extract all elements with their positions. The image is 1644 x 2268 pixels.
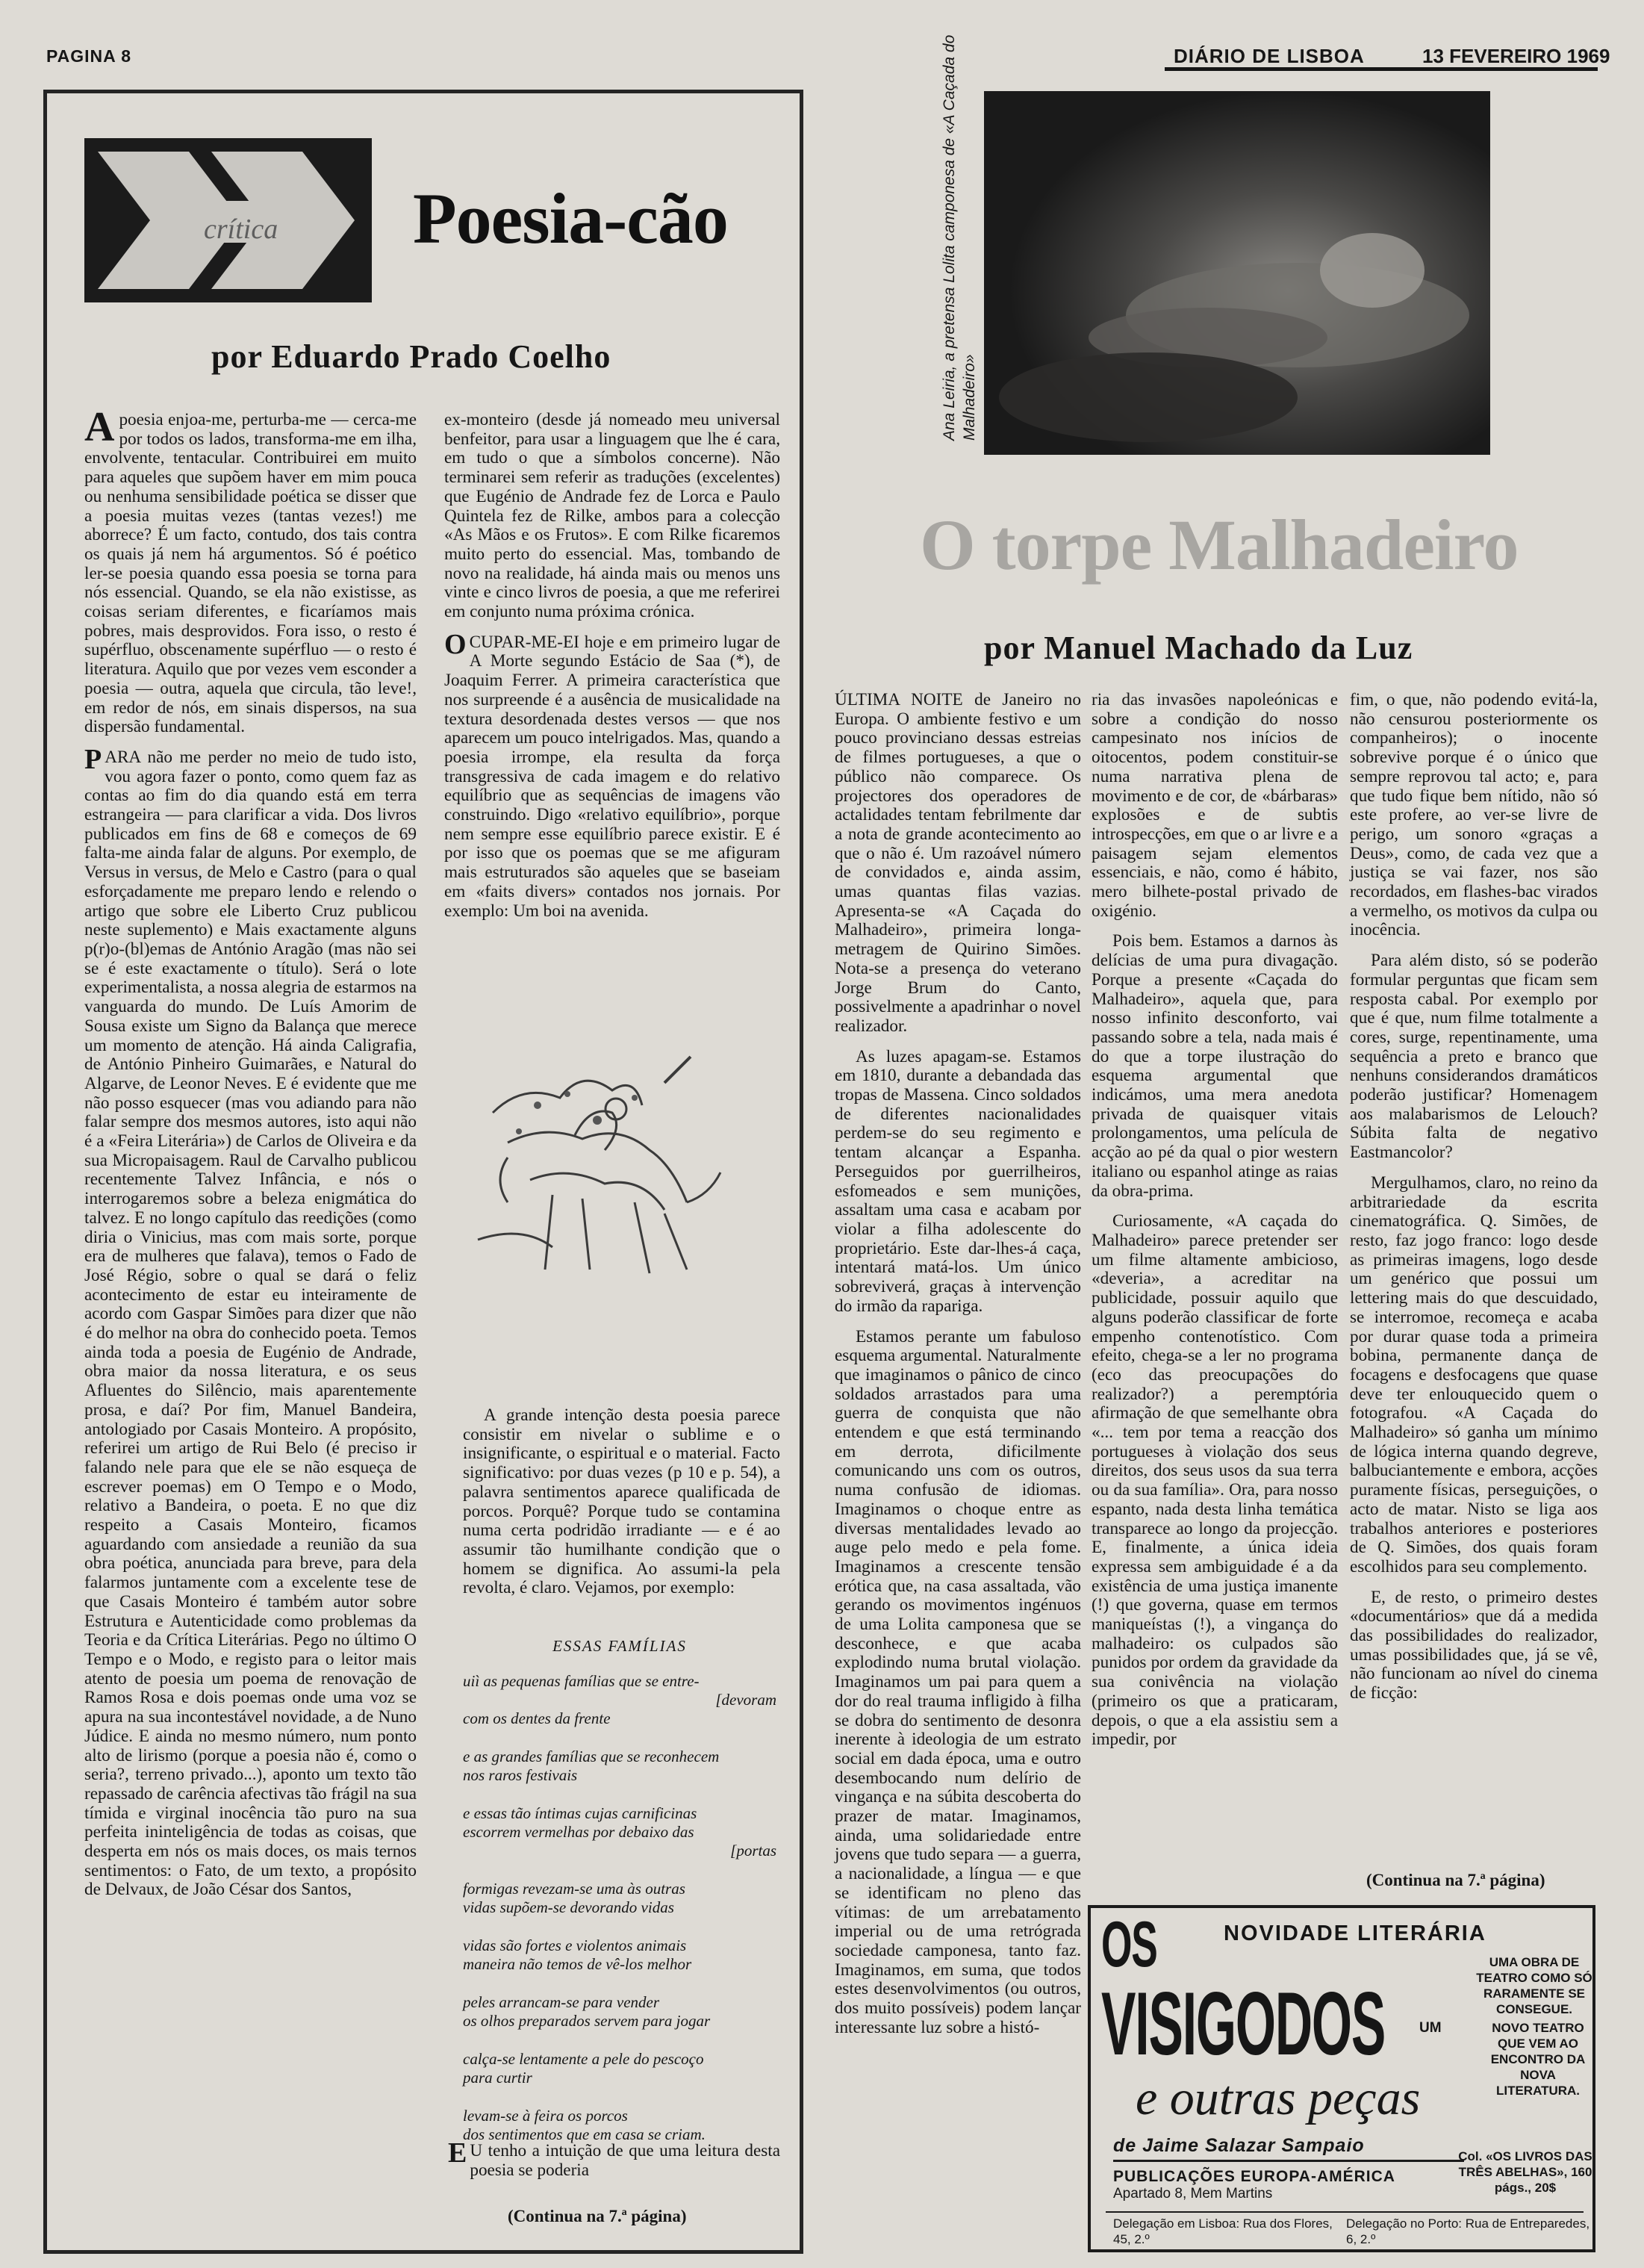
poem-line: para curtir xyxy=(463,2069,532,2087)
ad-delegacao-lisboa: Delegação em Lisboa: Rua dos Flores, 45, 2.º xyxy=(1113,2216,1333,2246)
paragraph: A grande intenção desta poesia parece consistir em nivelar o sublime e o insignificante, o espiritual e o material. Facto significativo: por duas vezes (p 10 e p. 54), a palavra sentimentos aparece qualificada de porcos. Porquê? Porque tudo se contamina numa certa podridão irradiante — e é ao assumir tão humilhante condição que o homem se dignifica. Ao assumi-la pela revolta, é claro. Vejamos, por exemplo: xyxy=(463,1405,780,1598)
poem-line: calça-se lentamente a pele do pescoço xyxy=(463,2050,704,2068)
paragraph: OCUPAR-ME-EI hoje e em primeiro lugar de A Morte segundo Estácio de Saa (*), de Joaquim Ferrer. A primeira característica que nos surpreende é a ausência de musicalidade na textura desordenada destes versos — que nos aparecem um pouco intelrigados. Mas, quando a poesia irrompe, ela resulta da força transgressiva de cada imagem e do relativo equilíbrio que as sequências de imagens vão construindo. Digo «relativo equilíbrio», porque nem sempre esse equilíbrio parece existir. E é por isso que os poemas que se me afiguram mais estruturados são aqueles que se baseiam em «faits divers» contados nos jornais. Por exemplo: Um boi na avenida. xyxy=(444,628,780,921)
film-still-photo xyxy=(984,91,1490,455)
poem-line: [portas xyxy=(730,1842,776,1860)
ad-os: OS xyxy=(1101,1909,1157,1980)
poem-line: maneira não temos de vê-los melhor xyxy=(463,1955,692,1973)
paragraph: Pois bem. Estamos a darnos às delícias de uma pura divagação. Porque a presente «Caçada do Malhadeiro», aquela que, para nosso infinito desconforto, vai passando sobre a tela, nada mais é do que a torpe ilustração do esquema argumental que indicámos, uma mera anedota privada de quaisquer vitais prolongamentos, uma película de acção ao pé da qual o pior western italiano ou espanhol atinge as raias da obra-prima. xyxy=(1092,931,1338,1201)
poem-stanza xyxy=(463,1672,776,1728)
ad-address: Apartado 8, Mem Martins xyxy=(1113,2186,1273,2202)
page-number: PAGINA 8 xyxy=(46,46,132,66)
poem-line: nos raros festivais xyxy=(463,1766,578,1784)
left-article-column-2 xyxy=(444,411,780,932)
poem-line: vidas são fortes e violentos animais xyxy=(463,1936,687,1954)
poem-line: peles arrancam-se para vender xyxy=(463,1993,660,2011)
issue-date: 13 FEVEREIRO 1969 xyxy=(1422,45,1610,67)
poem-stanza xyxy=(463,2107,776,2144)
paragraph: ex-monteiro (desde já nomeado meu universal benfeitor, para usar a linguagem que lhe é cara, em tudo o que a símbolos concerne). Não terminarei sem referir as traduções (excelentes) que Eugénio de Andrade fez de Lorca e Paulo Quintela fez de Rilke, ambos para a colecção «As Mãos e os Frutos». E com Rilke ficaremos muito perto do essencial. Mas, tombando de novo na realidade, há ainda mais ou menos uns vinte e cinco livros de poesia, a que me referirei em conjunto numa próxima crónica. xyxy=(444,410,780,622)
ad-novidade-literaria: NOVIDADE LITERÁRIA xyxy=(1224,1921,1486,1945)
paragraph: EU tenho a intuição de que uma leitura desta poesia se poderia xyxy=(448,2137,780,2180)
poem-line: com os dentes da frente xyxy=(463,1709,611,1727)
continuation-note: (Continua na 7.ª página) xyxy=(508,2207,687,2225)
paragraph: Mergulhamos, claro, no reino da arbitrariedade da escrita cinematográfica. Q. Simões, de resto, faz jogo franco: logo desde as primeiras imagens, logo desde um genérico que possui um lettering mais do que descuidado, se interromoe, recomeça e acaba por durar quase toda a primeira bobina, permanente dança de focagens e desfocagens que quase deve ter enlouquecido quem o fotografou. «A Caçada do Malhadeiro» só ganha um mínimo de lógica interna quando degreve, balbuciantemente e embora, acções puramente físicas, perseguições, o acto de matar. Nisto se liga aos trabalhos anteriores e posteriores de Q. Simões, dos quais foram escolhidos para seu complemento. xyxy=(1350,1172,1598,1576)
header-rule xyxy=(1165,67,1598,71)
ad-um: UM xyxy=(1419,2020,1442,2036)
left-article-column-2b xyxy=(463,1406,780,1609)
paragraph: Curiosamente, «A caçada do Malhadeiro» parece pretender ser um filme altamente ambicioso, «deveria», a acreditar na publicidade, possuir aquilo que alguns poderão classificar de forte empenho contenotístico. Com efeito, chega-se a ler no programa (eco das preocupações do realizador?) a peremptória afirmação de que semelhante obra «... tem por tema a reacção dos portugueses à violação dos seus direitos, dos seus usos da sua terra ou da sua família». Ora, para nosso espanto, nada desta linha temática transparece ao longo da projecção. E, finalmente, a única ideia expressa sem ambiguidade é a da existência de uma justiça imanente (!) que governa, quase em termos maniqueístas (!), a vingança do malhadeiro: os culpados são punidos por ordem da gravidade da sua conivência na violação (primeiro os que a praticaram, depois, o que a ela assistiu sem a impedir, por xyxy=(1092,1211,1338,1750)
poem-title: ESSAS FAMÍLIAS xyxy=(552,1637,687,1655)
paragraph: ÚLTIMA NOITE de Janeiro no Europa. O ambiente festivo e um pouco provinciano dessas estreias de filmes portugueses, a que o público não comparece. Os projectores dos operadores de actalidades tentam febrilmente dar a nota de grande acontecimento ao que o não é. Um razoável número de convidados e, ainda assim, umas quantas filas vazias. Apresenta-se «A Caçada do Malhadeiro», primeira longa-metragem de Quirino Simões. Nota-se a presença do veterano Jorge Brum do Canto, possivelmente a apadrinhar o novel realizador. xyxy=(835,690,1081,1036)
poem-line: dos sentimentos que em casa se criam. xyxy=(463,2125,706,2143)
continuation-note: (Continua na 7.ª página) xyxy=(1366,1871,1545,1889)
poem-line: os olhos preparados servem para jogar xyxy=(463,2012,711,2030)
ad-book-subtitle: e outras peças xyxy=(1136,2071,1421,2125)
paragraph: Apoesia enjoa-me, perturba-me — cerca-me por todos os lados, transforma-me em ilha, envolvente, tentacular. Contribuirei em muito para aqueles que supõem haver em mim pouca ou nenhuma sensibilidade poética se disser que a poesia muitas vezes (tantas vezes!) me aborrece? É um facto, contudo, dos tais contra os quais já nem há argumentos. Só é poético ler-se poesia quando essa poesia se torna para nós essencial. Quando, se ela não existisse, as coisas seriam diferentes, e ficaríamos mais pobres, mais desprovidos. Fora isso, o resto é supérfluo, obscenamente supérfluo — o resto é literatura. Aquilo que por vezes vem esconder a poesia — outra, aquela que circula, tão leve!, em redor de nós, em sinais dispersos, na sua dispersão fundamental. xyxy=(84,404,417,737)
ad-delegacao-porto: Delegação no Porto: Rua de Entreparedes, 6, 2.º xyxy=(1346,2216,1590,2246)
left-article-column-2c xyxy=(448,2137,780,2191)
poem-stanza xyxy=(463,1747,776,1785)
poem-line: [devoram xyxy=(715,1691,776,1709)
article-byline: por Eduardo Prado Coelho xyxy=(211,338,611,375)
paragraph: Para além disto, só se poderão formular perguntas que ficam sem resposta cabal. Por exemplo por que é que, num filme totalmente a cores, surge, repentinamente, uma sequência a preto e branco que nenhuns considerandos dramáticos poderão justificar? Homenagem aos malabarismos de Lelouch? Súbita falta de negativo Eastmancolor? xyxy=(1350,951,1598,1163)
photo-image xyxy=(984,91,1490,455)
ad-divider xyxy=(1106,2211,1584,2213)
photo-caption: Ana Leiria, a pretensa Lolita camponesa de «A Caçada do Malhadeiro» xyxy=(941,34,978,441)
poem-line: escorrem vermelhas por debaixo das xyxy=(463,1823,694,1841)
right-article-column-2 xyxy=(1092,691,1338,1761)
poem-line: levam-se à feira os porcos xyxy=(463,2107,628,2125)
poem-stanza xyxy=(463,1880,776,1917)
rider-sketch-illustration xyxy=(463,1053,728,1292)
critica-logo xyxy=(84,138,372,302)
poem-stanza xyxy=(463,1993,776,2031)
poem-stanza xyxy=(463,2050,776,2087)
ad-publisher: PUBLICAÇÕES EUROPA-AMÉRICA xyxy=(1113,2168,1395,2185)
right-article-column-1 xyxy=(835,691,1081,2049)
ad-blurb-2: NOVO TEATRO QUE VEM AO ENCONTRO DA NOVA LITERATURA. xyxy=(1490,2021,1586,2098)
paragraph: Estamos perante um fabuloso esquema argumental. Naturalmente que imaginamos o pânico de cinco soldados arrastados para uma guerra de conquista que não entendem e que está terminando em derrota, dificilmente comunicando uns com os outros, numa confusão de idiomas. Imaginamos o choque entre as diversas mentalidades levado ao auge pelo medo e pela fome. Imaginamos a crescente tensão erótica que, na casa assaltada, vão gerando os movimentos ingénuos de uma Lolita camponesa que se desconhece, e que acaba explodindo numa brutal violação. Imaginamos um pai para quem a dor do real trauma infligido à filha se dobra do sentimento de desonra inerente à ideologia de um estrato social em dada época, uma e outro desembocando num delírio de vingança e na súbita descoberta do prazer de matar. Imaginamos, ainda, uma solidariedade entre jovens que tudo separa — a guerra, a nacionalidade, a língua — e que se identificam no pleno das vítimas: de um arrebatamento imperial ou de uma retrógrada sociedade camponesa, tanto faz. Imaginamos, em suma, que todos estes desenvolvimentos (ou outros, dos muito possíveis) podem lançar interessante luz sobre a histó- xyxy=(835,1326,1081,2037)
paragraph: ria das invasões napoleónicas e sobre a condição do nosso campesinato nos inícios de oitocentos, podem constituir-se numa narrativa plena de movimento e de cor, de «bárbaras» explosões e de subtis introspecções, em que o ar livre e a paisagem sejam elementos essenciais, e não, como é hábito, mero bilhete-postal privado de oxigénio. xyxy=(1092,690,1338,921)
poem-stanza xyxy=(463,1804,776,1860)
poem-line: uiì as pequenas famílias que se entre- xyxy=(463,1672,700,1690)
poem-stanza xyxy=(463,1936,776,1974)
paragraph: E, de resto, o primeiro destes «documentários» que dá a medida das possibilidades do realizador, umas possibilidades que, já se vê, não funcionam ao nível do cinema de ficção: xyxy=(1350,1587,1598,1703)
section-label: crítica xyxy=(204,214,278,245)
paragraph: fim, o que, não podendo evitá-la, não censurou posteriormente os companheiros); o inocente sobrevive porque é o único que sempre reprovou tal acto; e, para que tudo fique bem nítido, não só este profere, ao ver-se livre de perigo, um sonoro «graças a Deus», como, de cada vez que a justiça se vai fazer, nos são recordados, em flashes-bac virados a vermelho, os motivos da culpa ou inocência. xyxy=(1350,690,1598,940)
paragraph: PARA não me perder no meio de tudo isto, vou agora fazer o ponto, como quem faz as contas ao fim do dia quando está em terra estrangeira — para clarificar a vida. Dos livros publicados em fins de 68 e começos de 69 falta-me ainda falar de alguns. Por exemplo, de Versus in versus, de Melo e Castro (para o qual esforçadamente me preparo lendo e relendo o artigo que sobre ele Liberto Cruz publicou neste suplemento) e Mais exactamente alguns p(r)o-(bl)emas de António Aragão (mas não sei se é este exactamente o título). Será o lote experimentalista, a nossa alegria de estarmos na vanguarda do mundo. De Luís Amorim de Sousa existe um Signo da Balança que merece um momento de atenção. Há ainda Caligrafia, de António Pinheiro Guimarães, e Natural do Algarve, de Leonor Neves. E é evidente que me não posso esquecer (mas vou adiando para não falar sempre dos mesmos autores, isto aqui não é a «Feira Literária») de Carlos de Oliveira e da sua Micropaisagem. Raul de Carvalho publicou recentemente Talvez Infância, e nós o interrogaremos sobre a beleza enigmática do talvez. E no longo capítulo das reedições (como diria o Vinicius, mas com mais sorte, porque era de mulheres que falava), temos o Fado de José Régio, sobre o qual se dará o feliz acontecimento de estar eu inteiramente de acordo com Gaspar Simões para dizer que não é do melhor na obra do conhecido poeta. Temos ainda toda a poesia de Eugénio de Andrade, obra maior da nossa literatura, e os seus Afluentes do Silêncio, mais aparentemente prosa, e daí? Por fim, Manuel Bandeira, antologiado por Casais Monteiro. A propósito, referirei um artigo de Rui Belo (é preciso ir falando nele para que ele se não esqueça de escrever poemas) em O Tempo e o Modo, relativo a Bandeira, o poeta. E no que diz respeito a Casais Monteiro, ficamos aguardando com ansiedade a reunião da sua obra poética, anunciada para breve, para dela falarmos juntamente com a excelente tese de que Casais Monteiro é também autor sobre Estrutura e Autenticidade como problemas da Teoria e da Crítica Literárias. Pego no último O Tempo e o Modo, e registo para o leitor mais atento de poesia um poema de renovação de Ramos Rosa e dois poemas onde uma voz se apura na sua incontestável novidade, a de Nuno Júdice. E ainda no mesmo número, num ponto alto de lirismo (porque a poesia não é, como o seria?, terreno privado...), aponto um texto tão repassado de carência afectivas tão frágil na sua tímida e virginal inocência tão puro na sua perfeita ininteligência de todas as coisas, que desperta em nós os mais doces, os mais ternos sentimentos: o Fato, de um texto, a propósito de Delvaux, de João César dos Santos, xyxy=(84,743,417,1900)
poem-line: e as grandes famílias que se reconhecem xyxy=(463,1747,720,1765)
ad-author: de Jaime Salazar Sampaio xyxy=(1113,2135,1464,2162)
right-article-column-3 xyxy=(1350,691,1598,1715)
poem-line: e essas tão íntimas cujas carnificinas xyxy=(463,1804,697,1822)
article-title: Poesia-cão xyxy=(413,178,728,258)
book-advertisement xyxy=(1088,1905,1595,2252)
poem-line: vidas supõem-se devorando vidas xyxy=(463,1898,674,1916)
article-byline: por Manuel Machado da Luz xyxy=(984,630,1413,666)
paragraph: As luzes apagam-se. Estamos em 1810, durante a debandada das tropas de Massena. Cinco soldados de diferentes nacionalidades perdem-se do seu regimento e tentam alcançar a Espanha. Perseguidos por guerrilheiros, esfomeados e sem munições, assaltam uma casa e acabam por violar a filha adolescente do proprietário. Este dar-lhes-á caça, intentará matá-los. Um único sobreviverá, graças à intervenção do irmão da rapariga. xyxy=(835,1046,1081,1316)
poem-line: formigas revezam-se uma às outras xyxy=(463,1880,685,1898)
ad-book-title: VISIGODOS xyxy=(1101,1974,1386,2074)
ad-collection: Col. «OS LIVROS DAS TRÊS ABELHAS», 160 págs., 20$ xyxy=(1458,2149,1592,2195)
newspaper-name: DIÁRIO DE LISBOA xyxy=(1174,45,1365,67)
ad-blurb: UMA OBRA DE TEATRO COMO SÓ RARAMENTE SE CONSEGUE. xyxy=(1476,1955,1592,2016)
poem-essas-familias xyxy=(463,1637,776,2163)
article-title: O torpe Malhadeiro xyxy=(920,505,1519,585)
left-article-column-1 xyxy=(84,404,417,1911)
